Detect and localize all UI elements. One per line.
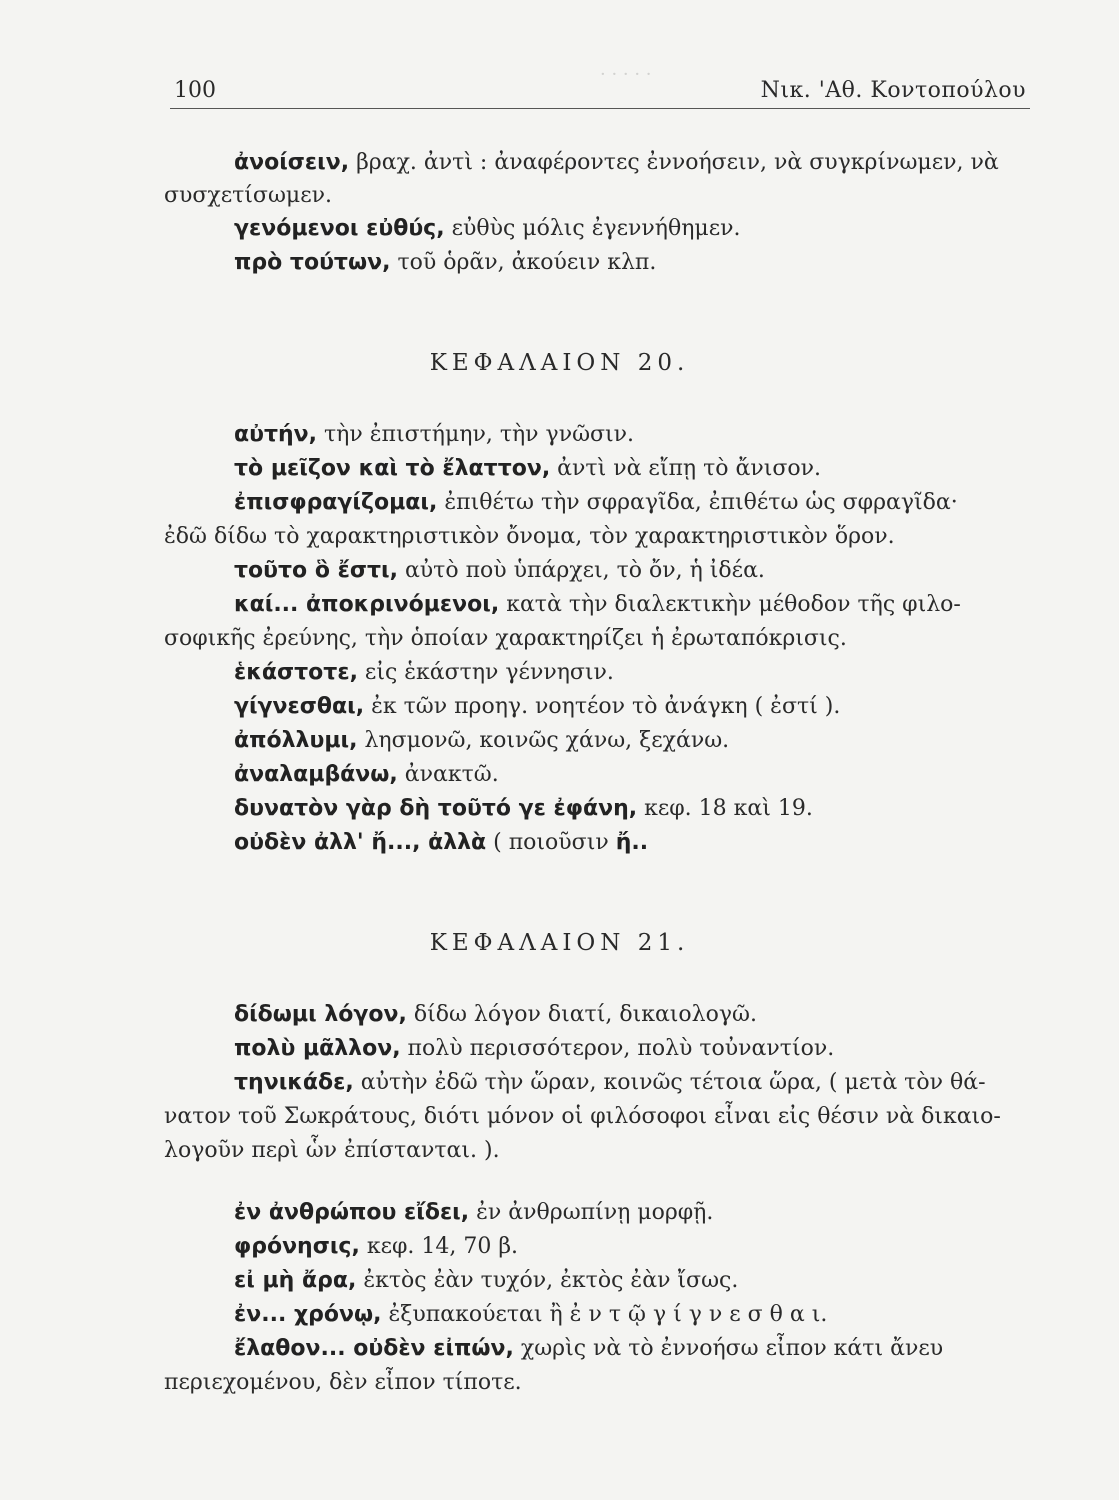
entry-line bbox=[164, 1102, 1001, 1132]
entry-term: ἔλαθον... οὐδὲν εἰπών, bbox=[234, 1336, 514, 1361]
entry-line bbox=[164, 624, 847, 654]
entry-line bbox=[234, 1232, 518, 1262]
entry-line bbox=[234, 556, 765, 586]
entry-text: εἰς ἑκάστην γέννησιν. bbox=[357, 660, 614, 685]
bleed-through-text: · · · · · bbox=[600, 64, 652, 85]
entry-text: ἐδῶ δίδω τὸ χαρακτηριστικὸν ὄνομα, τὸν χαρακτηριστικὸν ὅρον. bbox=[164, 524, 895, 549]
page-header bbox=[170, 78, 1030, 109]
entry-line bbox=[234, 794, 813, 824]
entry-text: ἀντὶ νὰ εἴπῃ τὸ ἄνισον. bbox=[550, 456, 821, 481]
entry-text: νατον τοῦ Σωκράτους, διότι μόνον οἱ φιλόσοφοι εἶναι εἰς θέσιν νὰ δικαιο- bbox=[164, 1104, 1001, 1129]
entry-text: αὐτὴν ἐδῶ τὴν ὥραν, κοινῶς τέτοια ὥρα, ( μετὰ τὸν θά- bbox=[353, 1070, 986, 1095]
entry-text: σοφικῆς ἐρεύνης, τὴν ὁποίαν χαρακτηρίζει ἡ ἐρωταπόκρισις. bbox=[164, 626, 847, 651]
entry-line bbox=[234, 1068, 986, 1098]
entry-text: λησμονῶ, κοινῶς χάνω, ξεχάνω. bbox=[357, 728, 730, 753]
entry-line bbox=[234, 828, 648, 858]
entry-line bbox=[164, 1368, 522, 1398]
page-number: 100 bbox=[174, 78, 216, 103]
entry-term: ἀνοίσειν, bbox=[234, 150, 350, 175]
entry-term: ἀπόλλυμι, bbox=[234, 728, 358, 753]
entry-term: ἤ.. bbox=[615, 830, 649, 855]
entry-line bbox=[234, 1266, 738, 1296]
entry-term: γίγνεσθαι, bbox=[234, 694, 365, 719]
entry-term: εἰ μὴ ἄρα, bbox=[234, 1268, 357, 1293]
entry-text: αὐτὸ ποὺ ὑπάρχει, τὸ ὄν, ἡ ἰδέα. bbox=[397, 558, 765, 583]
chapter-heading: ΚΕΦΑΛΑΙΟΝ 20. bbox=[429, 350, 690, 376]
entry-text: περιεχομένου, δὲν εἶπον τίποτε. bbox=[164, 1370, 522, 1395]
entry-line bbox=[234, 454, 821, 484]
entry-term: δίδωμι λόγον, bbox=[234, 1002, 407, 1027]
entry-line bbox=[234, 590, 961, 620]
entry-term: πολὺ μᾶλλον, bbox=[234, 1036, 401, 1061]
entry-line bbox=[234, 1300, 827, 1330]
entry-text: κεφ. 18 καὶ 19. bbox=[637, 796, 813, 821]
entry-text: κατὰ τὴν διαλεκτικὴν μέθοδον τῆς φιλο- bbox=[499, 592, 961, 617]
entry-line bbox=[234, 1198, 713, 1228]
entry-line bbox=[164, 181, 332, 211]
entry-text: ( ποιοῦσιν bbox=[486, 830, 616, 855]
entry-term: ἐν ἀνθρώπου εἴδει, bbox=[234, 1200, 470, 1225]
running-title: Νικ. 'Αθ. Κοντοπούλου bbox=[760, 78, 1026, 103]
entry-text: ἐπιθέτω τὴν σφραγῖδα, ἐπιθέτω ὡς σφραγῖδα· bbox=[437, 490, 958, 515]
entry-line bbox=[164, 522, 895, 552]
entry-text: κεφ. 14, 70 β. bbox=[359, 1234, 519, 1259]
entry-text: ἀνακτῶ. bbox=[397, 762, 499, 787]
entry-term: ἑκάστοτε, bbox=[234, 660, 358, 685]
entry-term: ἐν... χρόνῳ, bbox=[234, 1302, 382, 1327]
entry-line bbox=[164, 1136, 500, 1166]
entry-text: ἐξυπακούεται ἢ ἐ ν τ ῷ γ ί γ ν ε σ θ α ι. bbox=[381, 1302, 828, 1327]
entry-text: ἐκ τῶν προηγ. νοητέον τὸ ἀνάγκη ( ἐστί ). bbox=[364, 694, 841, 719]
entry-term: ἀναλαμβάνω, bbox=[234, 762, 398, 787]
entry-line bbox=[234, 692, 840, 722]
entry-line bbox=[234, 1334, 943, 1364]
entry-term: οὐδὲν ἀλλ' ἤ..., ἀλλὰ bbox=[234, 830, 487, 855]
entry-term: τοῦτο ὃ ἔστι, bbox=[234, 558, 398, 583]
entry-text: συσχετίσωμεν. bbox=[164, 183, 332, 208]
entry-line bbox=[234, 760, 499, 790]
entry-text: δίδω λόγον διατί, δικαιολογῶ. bbox=[406, 1002, 757, 1027]
entry-term: φρόνησις, bbox=[234, 1234, 360, 1259]
entry-term: αὐτήν, bbox=[234, 422, 318, 447]
entry-line bbox=[234, 248, 656, 278]
entry-text: ἐν ἀνθρωπίνῃ μορφῇ. bbox=[469, 1200, 714, 1225]
entry-text: λογοῦν περὶ ὧν ἐπίστανται. ). bbox=[164, 1138, 500, 1163]
entry-line bbox=[234, 214, 740, 244]
chapter-heading: ΚΕΦΑΛΑΙΟΝ 21. bbox=[429, 930, 690, 956]
entry-text: τὴν ἐπιστήμην, τὴν γνῶσιν. bbox=[317, 422, 635, 447]
entry-text: χωρὶς νὰ τὸ ἐννοήσω εἶπον κάτι ἄνευ bbox=[513, 1336, 944, 1361]
entry-line bbox=[234, 658, 614, 688]
entry-line bbox=[234, 1000, 757, 1030]
entry-line bbox=[234, 726, 729, 756]
entry-line bbox=[234, 148, 999, 178]
entry-term: δυνατὸν γὰρ δὴ τοῦτό γε ἐφάνη, bbox=[234, 796, 638, 821]
entry-line bbox=[234, 1034, 834, 1064]
entry-text: ἐκτὸς ἐὰν τυχόν, ἐκτὸς ἐὰν ἴσως. bbox=[356, 1268, 739, 1293]
entry-text: εὐθὺς μόλις ἐγεννήθημεν. bbox=[444, 216, 741, 241]
entry-text: βραχ. ἀντὶ : ἀναφέροντες ἐννοήσειν, νὰ συγκρίνωμεν, νὰ bbox=[349, 150, 999, 175]
entry-text: τοῦ ὁρᾶν, ἀκούειν κλπ. bbox=[390, 250, 657, 275]
entry-term: ἐπισφραγίζομαι, bbox=[234, 490, 438, 515]
entry-term: τὸ μεῖζον καὶ τὸ ἔλαττον, bbox=[234, 456, 551, 481]
entry-line bbox=[234, 420, 634, 450]
entry-term: καί... ἀποκρινόμενοι, bbox=[234, 592, 500, 617]
entry-term: γενόμενοι εὐθύς, bbox=[234, 216, 445, 241]
entry-term: τηνικάδε, bbox=[234, 1070, 354, 1095]
entry-line bbox=[234, 488, 958, 518]
entry-term: πρὸ τούτων, bbox=[234, 250, 391, 275]
entry-text: πολὺ περισσότερον, πολὺ τοὐναντίον. bbox=[400, 1036, 835, 1061]
